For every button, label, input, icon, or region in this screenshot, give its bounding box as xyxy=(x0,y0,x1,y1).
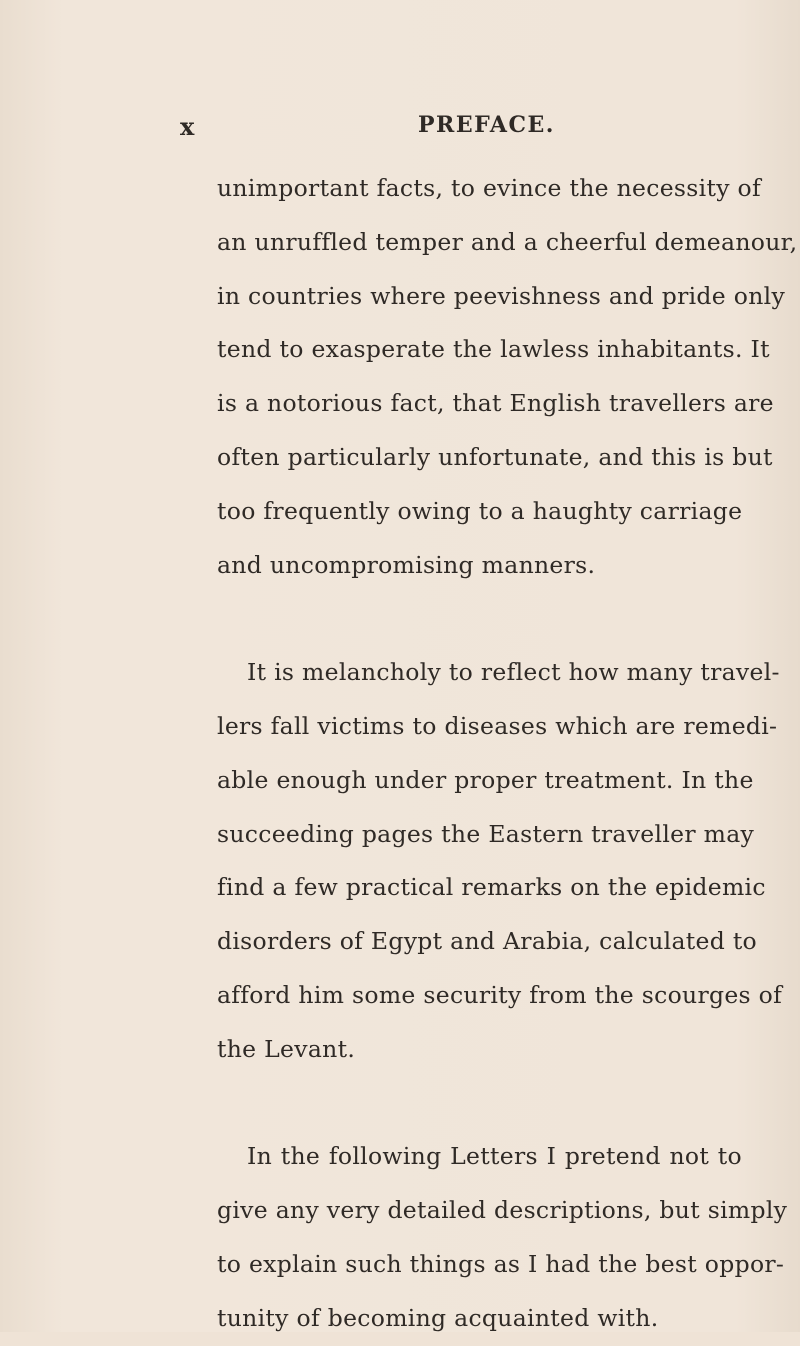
paragraph-1 xyxy=(217,162,798,592)
text-line: In the following Letters I pretend not to xyxy=(247,1142,742,1171)
paragraph-2 xyxy=(217,646,783,1076)
text-line: too frequently owing to a haughty carriage xyxy=(217,496,743,525)
paragraph-spacer xyxy=(217,592,742,646)
text-line: It is melancholy to reflect how many travel- xyxy=(247,658,780,687)
text-line: able enough under proper treatment. In the xyxy=(217,765,754,794)
body-text xyxy=(217,162,798,1346)
text-line: afford him some security from the scourges of xyxy=(217,980,783,1009)
paragraph-spacer xyxy=(217,1077,742,1131)
text-line: often particularly unfortunate, and this is but xyxy=(217,442,773,471)
text-line: an unruffled temper and a cheerful demeanour, xyxy=(217,227,798,256)
text-line: unimportant facts, to evince the necessity of xyxy=(217,174,761,202)
text-line: in countries where peevishness and pride only xyxy=(217,281,786,310)
text-line: to explain such things as I had the best oppor- xyxy=(217,1249,785,1278)
text-line: disorders of Egypt and Arabia, calculated to xyxy=(217,927,758,956)
text-line: is a notorious fact, that English travellers are xyxy=(217,389,774,418)
page-header xyxy=(0,112,800,142)
running-head: PREFACE. xyxy=(418,112,555,138)
page-number: x xyxy=(180,112,196,141)
text-line: succeeding pages the Eastern traveller may xyxy=(217,819,755,848)
text-line: and uncompromising manners. xyxy=(217,550,596,579)
text-line: find a few practical remarks on the epidemic xyxy=(217,873,766,902)
text-line: tend to exasperate the lawless inhabitants. It xyxy=(217,335,770,364)
text-line: tunity of becoming acquainted with. xyxy=(217,1303,659,1332)
text-line: give any very detailed descriptions, but simply xyxy=(217,1196,788,1225)
paragraph-3 xyxy=(217,1130,788,1345)
text-line: the Levant. xyxy=(217,1034,356,1063)
text-line: lers fall victims to diseases which are remedi- xyxy=(217,711,778,740)
